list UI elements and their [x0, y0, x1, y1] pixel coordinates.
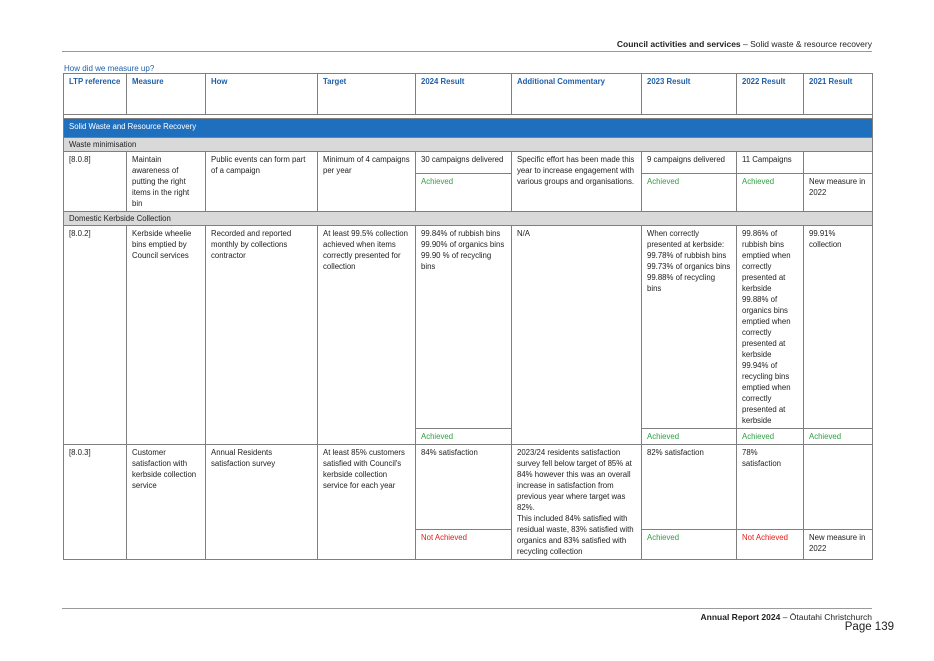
column-header: How: [206, 74, 318, 115]
header-section-title: Council activities and services: [616, 39, 741, 49]
commentary-cell: Specific effort has been made this year to increase engagement with various groups and organisations.: [512, 152, 642, 212]
result-2024: 99.84% of rubbish bins 99.90% of organics bins 99.90 % of recycling bins: [416, 226, 512, 429]
table-row: [64, 152, 873, 174]
status-2021: Achieved: [804, 429, 873, 445]
group-row: [64, 138, 873, 152]
status-2023: Achieved: [642, 530, 737, 560]
how-cell: Annual Residents satisfaction survey: [206, 445, 318, 560]
status-2022: Not Achieved: [737, 530, 804, 560]
column-header: Additional Commentary: [512, 74, 642, 115]
column-header: Measure: [127, 74, 206, 115]
how-cell: Recorded and reported monthly by collections contractor: [206, 226, 318, 445]
column-header: 2023 Result: [642, 74, 737, 115]
measure-cell: Kerbside wheelie bins emptied by Council services: [127, 226, 206, 445]
ltp-reference: [8.0.8]: [64, 152, 127, 212]
table-row: [64, 226, 873, 429]
section-row: [64, 119, 873, 138]
page-number: Page 139: [844, 621, 894, 633]
table-header-row: [64, 74, 873, 115]
column-header: 2021 Result: [804, 74, 873, 115]
results-table: [63, 73, 873, 560]
section-title: Solid Waste and Resource Recovery: [64, 119, 873, 138]
measure-cell: Maintain awareness of putting the right items in the right bin: [127, 152, 206, 212]
result-2022: 78% satisfaction: [737, 445, 804, 530]
result-2022: 11 Campaigns: [737, 152, 804, 174]
result-2021: 99.91% collection: [804, 226, 873, 429]
measure-cell: Customer satisfaction with kerbside collection service: [127, 445, 206, 560]
column-header: 2022 Result: [737, 74, 804, 115]
commentary-cell: 2023/24 residents satisfaction survey fell below target of 85% at 84% however this was an overall increase in satisfaction from previous year where target was 82%. This included 84% satisfied with residual waste, 83% satisfied with organics and 83% satisfied with recycling collection: [512, 445, 642, 560]
status-2023: Achieved: [642, 429, 737, 445]
column-header: LTP reference: [64, 74, 127, 115]
page-header: [617, 39, 872, 49]
how-cell: Public events can form part of a campaign: [206, 152, 318, 212]
status-2022: Achieved: [737, 429, 804, 445]
status-2021: New measure in 2022: [804, 174, 873, 212]
status-2022: Achieved: [737, 174, 804, 212]
group-row: [64, 212, 873, 226]
result-2023: When correctly presented at kerbside: 99.78% of rubbish bins 99.73% of organics bins 99.88% of recycling bins: [642, 226, 737, 429]
status-2024: Not Achieved: [416, 530, 512, 560]
target-cell: At least 85% customers satisfied with Council's kerbside collection service for each year: [318, 445, 416, 560]
status-2021: New measure in 2022: [804, 530, 873, 560]
result-2022: 99.86% of rubbish bins emptied when correctly presented at kerbside 99.88% of organics bins emptied when correctly presented at kerbside 99.94% of recycling bins emptied when correctly presented at kerbside: [737, 226, 804, 429]
ltp-reference: [8.0.3]: [64, 445, 127, 560]
section-caption: How did we measure up?: [64, 64, 155, 73]
result-2021: [804, 445, 873, 530]
result-2021: [804, 152, 873, 174]
target-cell: Minimum of 4 campaigns per year: [318, 152, 416, 212]
footer-report-city: – Ōtautahi Christchurch: [780, 612, 872, 622]
status-2024: Achieved: [416, 174, 512, 212]
column-header: 2024 Result: [416, 74, 512, 115]
group-title: Waste minimisation: [64, 138, 873, 152]
ltp-reference: [8.0.2]: [64, 226, 127, 445]
footer-report-name: Annual Report 2024: [700, 612, 781, 622]
result-2023: 82% satisfaction: [642, 445, 737, 530]
commentary-cell: N/A: [512, 226, 642, 445]
group-title: Domestic Kerbside Collection: [64, 212, 873, 226]
result-2024: 30 campaigns delivered: [416, 152, 512, 174]
column-header: Target: [318, 74, 416, 115]
result-2024: 84% satisfaction: [416, 445, 512, 530]
status-2023: Achieved: [642, 174, 737, 212]
result-2023: 9 campaigns delivered: [642, 152, 737, 174]
status-2024: Achieved: [416, 429, 512, 445]
header-divider: [62, 51, 872, 52]
table-row: [64, 445, 873, 530]
footer-divider: [62, 608, 872, 609]
header-section-subtitle: – Solid waste & resource recovery: [740, 39, 872, 49]
target-cell: At least 99.5% collection achieved when items correctly presented for collection: [318, 226, 416, 445]
